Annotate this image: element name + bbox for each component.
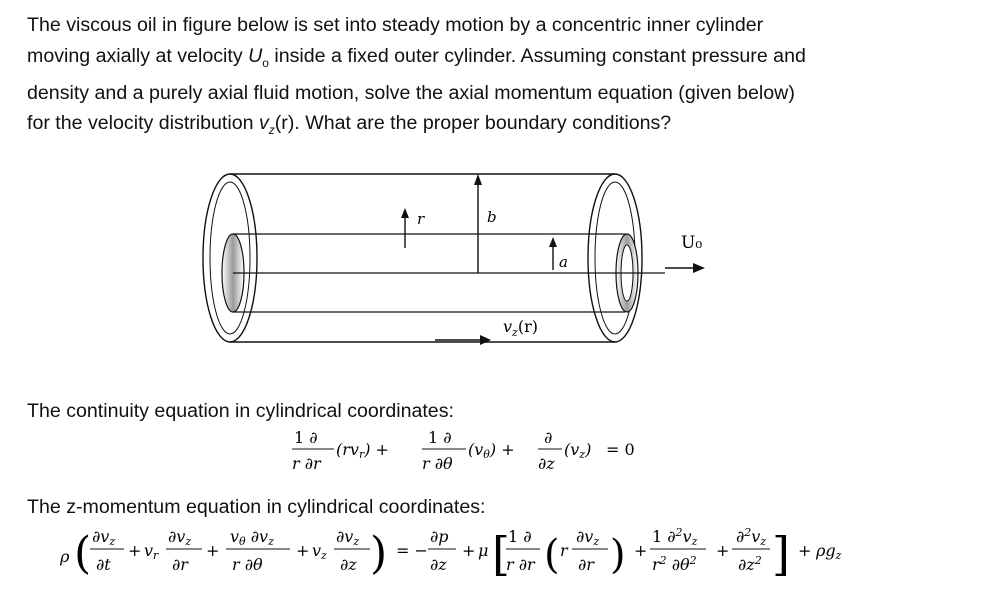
svg-text:1 ∂: 1 ∂ [294, 428, 318, 447]
U0-arrow-head [693, 263, 705, 273]
z-momentum-equation [60, 520, 960, 595]
vz-arrow-head [480, 335, 491, 345]
svg-text:1 ∂: 1 ∂ [428, 428, 452, 447]
svg-text:+: + [462, 541, 476, 560]
svg-text:∂vz: ∂vz [336, 527, 360, 548]
svg-text:+: + [716, 541, 730, 560]
problem-line-4: for the velocity distribution $v_z(r)$. What are the proper boundary conditions? [27, 112, 672, 138]
r-arrow-head [401, 208, 409, 218]
svg-text:μ: μ [478, 541, 489, 560]
svg-text:r ∂θ: r ∂θ [422, 454, 453, 473]
svg-text:∂z2: $\partial z^2$ [738, 554, 762, 574]
label-a: a [559, 253, 568, 271]
svg-text:vr: vr [144, 541, 159, 562]
svg-text:∂z: ∂z [340, 555, 357, 574]
problem-statement [27, 10, 967, 146]
svg-text:(vθ) +: (vθ) + [468, 440, 515, 461]
problem-line-2: moving axially at velocity $U_o$ inside a fixed outer cylinder. Assuming constant pressure and [27, 44, 806, 70]
svg-text:∂r: ∂r [172, 555, 188, 574]
svg-text:∂z: ∂z [430, 555, 447, 574]
label-U0: U₀ [681, 233, 703, 253]
svg-text:): ) [610, 532, 626, 578]
continuity-equation [290, 425, 670, 487]
b-arrow-head [474, 174, 482, 185]
svg-text:(: ( [74, 528, 92, 579]
svg-text:+: + [296, 541, 310, 560]
svg-text:= −: = − [396, 541, 428, 560]
momentum-heading: The z-momentum equation in cylindrical coordinates: [27, 496, 486, 518]
label-vz: $v_z(r)$ [503, 317, 538, 339]
svg-text:): ) [370, 528, 388, 579]
svg-text:[: [ [492, 527, 510, 581]
svg-text:∂vz: ∂vz [168, 527, 192, 548]
svg-text:ρ: ρ [60, 547, 70, 566]
svg-text:1 ∂2vz: 1 ∂$^2$vz [652, 526, 698, 548]
svg-text:r2 ∂θ2: $r^2$ $\partial\theta^2$ [652, 554, 697, 574]
svg-text:r ∂θ: r ∂θ [232, 555, 263, 574]
svg-text:(vz): (vz) [564, 440, 592, 461]
a-arrow-head [549, 237, 557, 247]
svg-text:ρgz: ρgz [816, 541, 842, 562]
svg-text:(rvr) +: (rvr) + [336, 440, 389, 461]
svg-text:∂: ∂ [544, 428, 553, 447]
cylinder-figure [195, 160, 735, 380]
velocity-symbol: U [248, 44, 263, 67]
svg-text:]: ] [772, 527, 790, 581]
continuity-heading: The continuity equation in cylindrical coordinates: [27, 400, 454, 422]
problem-line-3: density and a purely axial fluid motion, solve the axial momentum equation (given below) [27, 81, 795, 104]
svg-text:r ∂r: r ∂r [506, 555, 535, 574]
svg-text:r ∂r: r ∂r [292, 454, 321, 473]
svg-text:+: + [634, 541, 648, 560]
svg-text:∂p: ∂p [430, 527, 449, 546]
problem-line-1: The viscous oil in figure below is set into steady motion by a concentric inner cylinder [27, 14, 764, 36]
svg-text:∂vz: ∂vz [576, 527, 600, 548]
svg-text:(: ( [544, 532, 560, 578]
svg-text:∂2vz: ∂$^2$vz [736, 526, 767, 548]
svg-text:+: + [128, 541, 142, 560]
svg-text:r: r [560, 541, 568, 560]
svg-text:∂t: ∂t [96, 555, 111, 574]
svg-text:∂z: ∂z [538, 454, 555, 473]
svg-text:∂r: ∂r [578, 555, 594, 574]
label-r: r [417, 210, 425, 228]
svg-text:1 ∂: 1 ∂ [508, 527, 532, 546]
svg-text:vz: vz [312, 541, 327, 562]
label-b: b [487, 208, 497, 226]
svg-text:+: + [206, 541, 220, 560]
svg-text:∂vz: ∂vz [92, 527, 116, 548]
svg-text:+: + [798, 541, 812, 560]
svg-text:= 0: = 0 [606, 440, 635, 459]
svg-text:vθ ∂vz: vθ ∂vz [230, 527, 274, 548]
